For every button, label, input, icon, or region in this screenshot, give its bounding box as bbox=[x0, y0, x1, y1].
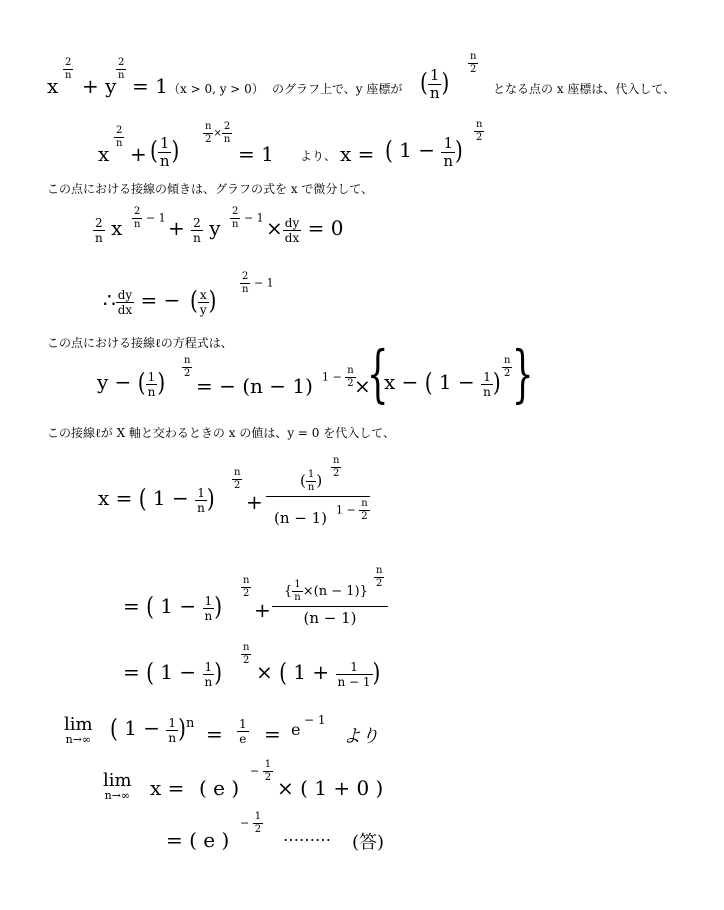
yori-2: より bbox=[343, 726, 379, 747]
yori-1: より、 bbox=[300, 149, 337, 163]
tangent-equation: y − ( $\frac{1}{n}$ ) bbox=[97, 367, 166, 399]
limit-x: lim n→∞ bbox=[103, 770, 132, 802]
final-answer: = ( e ) bbox=[166, 828, 230, 852]
tangent-text: この点における接線ℓの方程式は、 bbox=[47, 336, 233, 350]
exp-2-over-n: $\frac{2}{n}$ bbox=[65, 57, 72, 81]
x-intercept-2: = ( 1 − $\frac{1}{n}$ ) bbox=[123, 591, 223, 623]
limit-e: lim n→∞ bbox=[64, 714, 93, 746]
curve-equation: x bbox=[47, 74, 59, 98]
slope-text: この点における接線の傾きは、グラフの式を x で微分して、 bbox=[47, 182, 374, 196]
intersection-text: この接線ℓが X 軸と交わるときの x の値は、y = 0 を代入して、 bbox=[47, 426, 395, 440]
answer-dots: ……… bbox=[283, 826, 331, 845]
line1-tail: となる点の x 座標は、代入して、 bbox=[493, 82, 676, 96]
x-intercept-1: x = ( 1 − $\frac{1}{n}$ ) bbox=[98, 483, 215, 515]
derivative-equation: $\frac{2}{n}$ x bbox=[95, 216, 123, 245]
answer-label: (答) bbox=[352, 832, 385, 853]
y-value: ( $\frac{1}{n}$ ) bbox=[420, 66, 450, 102]
fraction-1: ( $\frac{1}{n}$ ) $\frac{n}{2}$ (n − 1) 1 − $\frac{n}{2}$ bbox=[266, 454, 370, 529]
line1-text: のグラフ上で、y 座標が bbox=[272, 82, 403, 96]
domain-condition: （x > 0, y > 0） bbox=[168, 82, 264, 96]
substitution-equation: x bbox=[98, 142, 110, 166]
derivative-result: ∴ $\frac{dy}{dx}$ = − bbox=[103, 288, 181, 317]
x-intercept-3: = ( 1 − $\frac{1}{n}$ ) bbox=[123, 657, 223, 689]
fraction-2: { $\frac{1}{n}$ ×(n − 1)} $\frac{n}{2}$ (n − 1) bbox=[272, 570, 388, 626]
